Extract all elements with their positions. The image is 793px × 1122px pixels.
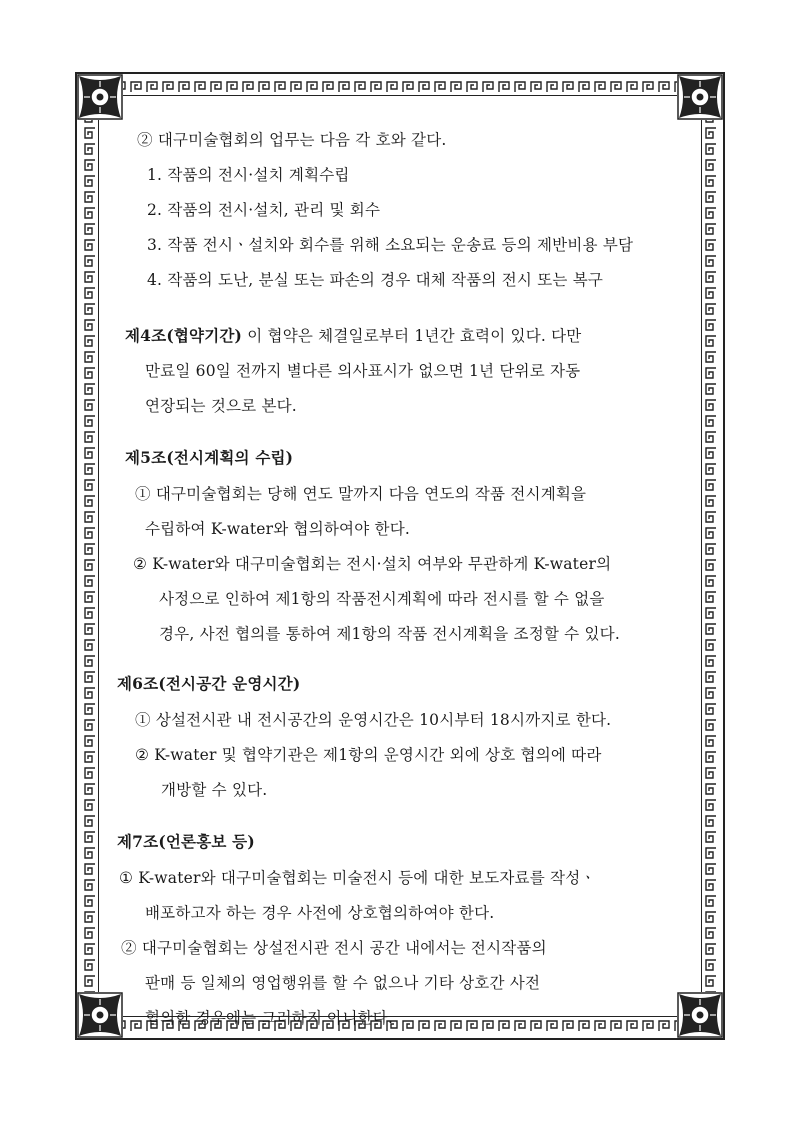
article-5-text: 수립하여 K-water와 협의하여야 한다. (145, 520, 410, 538)
corner-rosette-icon (677, 74, 723, 120)
article-4 (125, 324, 581, 346)
list-item: 1. 작품의 전시·설치 계획수립 (147, 166, 350, 184)
article-5-text: ② K-water와 대구미술협회는 전시·설치 여부와 무관하게 K-water의 (133, 555, 612, 573)
article-7-title: 제7조(언론홍보 등) (117, 832, 255, 851)
article-7-text: 판매 등 일체의 영업행위를 할 수 없으나 기타 상호간 사전 (145, 974, 541, 992)
article-7-text: ② 대구미술협회는 상설전시관 전시 공간 내에서는 전시작품의 (121, 939, 547, 957)
article-6-title: 제6조(전시공간 운영시간) (117, 674, 301, 693)
clause-2-lead: ② 대구미술협회의 업무는 다음 각 호와 같다. (137, 131, 447, 149)
list-item: 4. 작품의 도난, 분실 또는 파손의 경우 대체 작품의 전시 또는 복구 (147, 271, 604, 289)
list-item: 3. 작품 전시ㆍ설치와 회수를 위해 소요되는 운송료 등의 제반비용 부담 (147, 236, 634, 254)
article-6-text: ② K-water 및 협약기관은 제1항의 운영시간 외에 상호 협의에 따라 (135, 746, 602, 764)
article-7-text: 배포하고자 하는 경우 사전에 상호협의하여야 한다. (145, 904, 495, 922)
article-7-text: ① K-water와 대구미술협회는 미술전시 등에 대한 보도자료를 작성ㆍ (119, 869, 596, 887)
article-5-text: 경우, 사전 협의를 통하여 제1항의 작품 전시계획을 조정할 수 있다. (159, 625, 620, 643)
corner-rosette-icon (677, 992, 723, 1038)
list-item: 2. 작품의 전시·설치, 관리 및 회수 (147, 201, 381, 219)
article-5-text: ① 대구미술협회는 당해 연도 말까지 다음 연도의 작품 전시계획을 (135, 485, 587, 503)
article-4-title: 제4조(협약기간) (125, 326, 243, 345)
article-4-text: 만료일 60일 전까지 별다른 의사표시가 없으면 1년 단위로 자동 (145, 362, 581, 380)
article-5-text: 사정으로 인하여 제1항의 작품전시계획에 따라 전시를 할 수 없을 (159, 590, 605, 608)
article-4-text: 이 협약은 체결일로부터 1년간 효력이 있다. 다만 (247, 327, 582, 345)
article-6-text: 개방할 수 있다. (161, 781, 268, 799)
article-7-text: 협의한 경우에는 그러하지 아니한다. (145, 1009, 394, 1027)
border-meander-left (81, 78, 99, 1034)
corner-rosette-icon (77, 992, 123, 1038)
corner-rosette-icon (77, 74, 123, 120)
border-meander-right (701, 78, 719, 1034)
border-meander-top (81, 78, 719, 96)
article-4-text: 연장되는 것으로 본다. (145, 397, 297, 415)
article-6-text: ① 상설전시관 내 전시공간의 운영시간은 10시부터 18시까지로 한다. (135, 711, 612, 729)
article-5-title: 제5조(전시계획의 수립) (125, 448, 294, 467)
